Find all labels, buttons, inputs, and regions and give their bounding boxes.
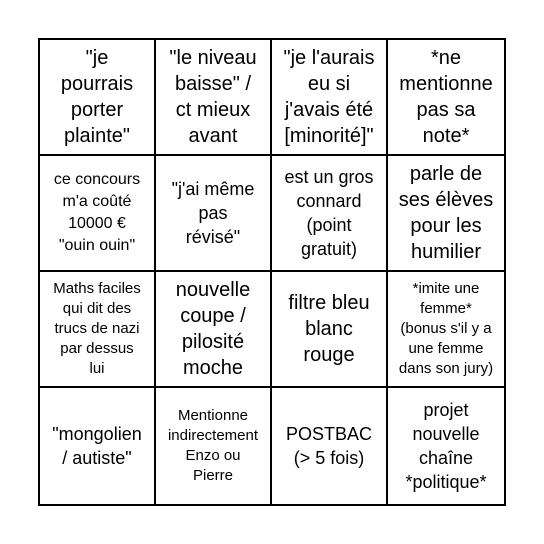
bingo-cell-3-4[interactable]: [388, 272, 504, 388]
bingo-cell-3-2[interactable]: [156, 272, 272, 388]
bingo-cell-2-4[interactable]: [388, 156, 504, 272]
cell-text: "mongolien / autiste": [52, 424, 142, 468]
cell-text: ce concours m'a coûté 10000 € "ouin ouin": [53, 171, 141, 254]
bingo-cell-1-2[interactable]: [156, 40, 272, 156]
bingo-cell-4-4[interactable]: [388, 388, 504, 504]
cell-text: Mentionne indirectement Enzo ou Pierre: [167, 407, 259, 484]
cell-text: "j'ai même pas révisé": [171, 179, 255, 247]
cell-text: parle de ses élèves pour les humilier: [398, 163, 494, 263]
cell-text: POSTBAC (> 5 fois): [285, 424, 373, 468]
cell-text: nouvelle coupe / pilosité moche: [175, 279, 251, 379]
bingo-cell-1-4[interactable]: [388, 40, 504, 156]
cell-text: "je l'aurais eu si j'avais été [minorité]": [283, 47, 375, 147]
bingo-card: [38, 38, 506, 506]
bingo-cell-1-1[interactable]: [40, 40, 156, 156]
cell-text: *ne mentionne pas sa note*: [399, 47, 493, 147]
cell-text: "je pourrais porter plainte": [60, 47, 134, 147]
bingo-cell-2-1[interactable]: [40, 156, 156, 272]
cell-text: est un gros connard (point gratuit): [284, 167, 374, 259]
bingo-cell-2-3[interactable]: [272, 156, 388, 272]
cell-text: projet nouvelle chaîne *politique*: [405, 400, 487, 492]
bingo-cell-4-2[interactable]: [156, 388, 272, 504]
bingo-cell-4-3[interactable]: [272, 388, 388, 504]
bingo-cell-1-3[interactable]: [272, 40, 388, 156]
bingo-cell-4-1[interactable]: [40, 388, 156, 504]
cell-text: *imite une femme* (bonus s'il y a une femme dans son jury): [398, 280, 494, 377]
cell-text: Maths faciles qui dit des trucs de nazi par dessus lui: [53, 280, 141, 377]
bingo-cell-3-1[interactable]: [40, 272, 156, 388]
cell-text: "le niveau baisse" / ct mieux avant: [169, 47, 257, 147]
bingo-cell-3-3[interactable]: [272, 272, 388, 388]
cell-text: filtre bleu blanc rouge: [288, 292, 370, 366]
bingo-cell-2-2[interactable]: [156, 156, 272, 272]
